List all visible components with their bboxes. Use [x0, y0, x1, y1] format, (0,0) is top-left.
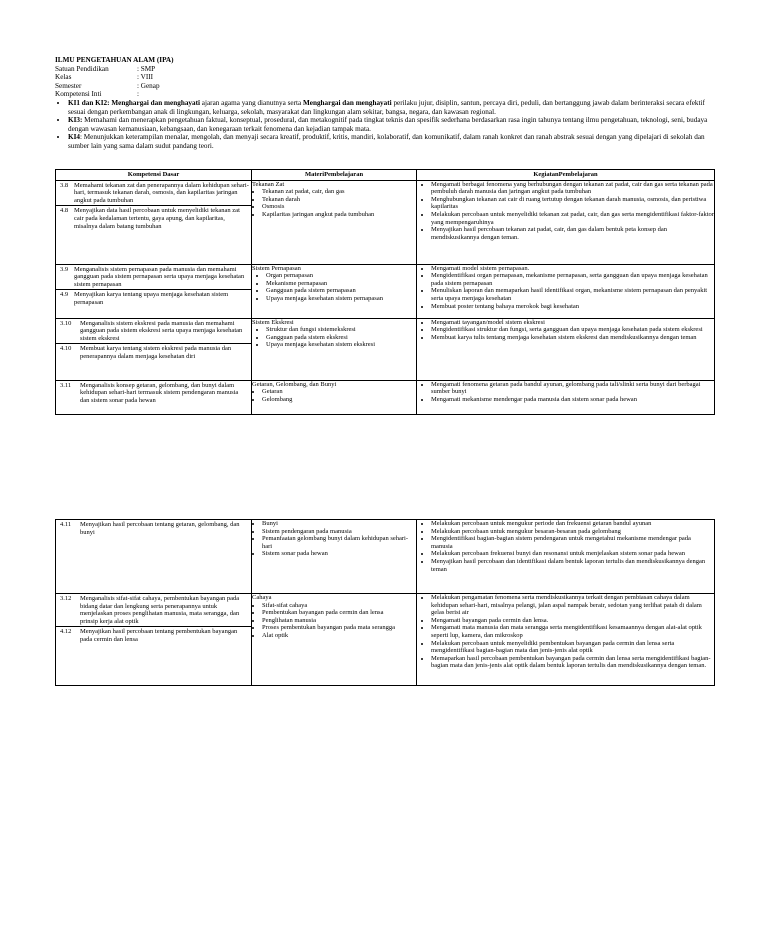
table-row [56, 264, 715, 318]
kegiatan-item: • Melakukan percobaan untuk menyelidiki tekanan zat padat, cair, dan gas serta mengidentifikasi faktor-faktor yang mempengaruhinya [431, 211, 714, 226]
kd-item [56, 520, 251, 537]
materi-title: Cahaya [252, 594, 272, 601]
materi-item: • Organ pernapasan [266, 272, 416, 280]
kd-number: 4.11 [60, 521, 72, 528]
kd-item [56, 381, 251, 406]
ki-item [68, 116, 715, 133]
ki-bold: Menghargai dan menghayati [111, 98, 200, 107]
ki-label: KI4 [68, 133, 80, 142]
materi-item: • Kapilaritas jaringan angkut pada tumbuhan [262, 211, 416, 219]
kegiatan-cell [417, 264, 715, 318]
meta-row [55, 73, 715, 82]
header-kompetensi-dasar: Kompetensi Dasar [56, 170, 252, 181]
materi-item: • Pemanfaatan gelombang bunyi dalam kehidupan sehari-hari [262, 535, 416, 550]
materi-list [252, 188, 416, 218]
kegiatan-item: • Mengamati mata manusia dan mata serangga serta mengidentifikasi kesamaannya dengan alat-alat optik seperti lup, kamera, dan mikroskop [431, 624, 714, 639]
materi-cell [252, 318, 417, 380]
kegiatan-item: • Menuliskan laporan dan memaparkan hasil identifikasi organ, mekanisme sistem pernapasan dan penyakit serta upaya menjaga kesehatan [431, 287, 714, 302]
materi-item: • Sistem pendengaran pada manusia [262, 528, 416, 536]
kd-item [56, 205, 251, 231]
kd-number: 4.10 [60, 345, 72, 353]
table-row [56, 520, 715, 594]
kegiatan-item: • Menyajikan hasil percobaan tekanan zat padat, cair, dan gas dalam bentuk peta konsep dan mendiskusikannya dengan teman. [431, 226, 714, 241]
materi-item: • Getaran [262, 388, 416, 396]
kd-text: Menganalisis konsep getaran, gelombang, dan bunyi dalam kehidupan sehari-hari termasuk sistem pendengaran manusia dan sistem sonar pada hewan [80, 381, 239, 404]
table-row [56, 380, 715, 414]
kd-cell [56, 594, 252, 686]
materi-item: • Proses pembentukan bayangan pada mata serangga [262, 624, 416, 632]
materi-item: • Sistem sonar pada hewan [262, 550, 416, 558]
materi-list [252, 520, 416, 558]
kegiatan-cell [417, 520, 715, 594]
kegiatan-cell [417, 594, 715, 686]
materi-list [252, 326, 416, 349]
kegiatan-item: • Mengamati fenomena getaran pada bandul ayunan, gelombang pada tali/slinki serta bunyi dari berbagai sumber bunyi [431, 381, 714, 396]
kd-cell [56, 264, 252, 318]
kegiatan-item: • Mengidentifikasi struktur dan fungsi, serta gangguan dan upaya menjaga kesehatan pada sistem ekskresi [431, 326, 714, 334]
meta-block [55, 65, 715, 99]
meta-key: Satuan Pendidikan [55, 64, 109, 73]
materi-item: • Upaya menjaga kesehatan sistem ekskresi [266, 341, 416, 349]
kd-item [56, 343, 251, 361]
meta-row [55, 65, 715, 74]
kd-number: 3.8 [60, 181, 69, 189]
ki-bold: Menghargai dan menghayati [302, 98, 392, 107]
table-row [56, 318, 715, 380]
kegiatan-item: • Mengamati model sistem pernapasan. [431, 265, 714, 273]
meta-value: : [137, 90, 139, 99]
kd-text: Menganalisis sistem pernapasan pada manusia dan memahami gangguan pada sistem pernapasan serta upaya menjaga kesehatan sistem pernapasan [74, 265, 245, 288]
kd-cell [56, 318, 252, 380]
kd-number: 4.8 [60, 207, 69, 215]
ki-text: perilaku jujur, disiplin, santun, percaya diri, peduli, dan bertanggung jawab dalam berinteraksi secara efektif sesuai dengan perkembangan anak di lingkungan, keluarga, sekolah, masyarakat dan lingkungan alam sekitar, bangsa, negara, dan kawasan regional. [68, 98, 705, 116]
kd-text: Menyajikan hasil percobaan tentang pembentukan bayangan pada cermin dan lensa [80, 628, 238, 643]
table-row [56, 180, 715, 264]
materi-item: • Pembentukan bayangan pada cermin dan lensa [262, 609, 416, 617]
ki-item [68, 133, 715, 150]
meta-row [55, 82, 715, 91]
kegiatan-list [417, 319, 714, 342]
kd-cell [56, 380, 252, 414]
kd-number: 3.9 [60, 265, 69, 273]
ki-label: KI3: [68, 116, 83, 125]
materi-cell [252, 264, 417, 318]
meta-key: Kompetensi Inti [55, 90, 102, 99]
kegiatan-cell [417, 380, 715, 414]
materi-item: • Osmosis [262, 203, 416, 211]
kd-number: 3.10 [60, 319, 72, 327]
kd-cell [56, 520, 252, 594]
materi-title: Sistem Pernapasan [252, 264, 301, 272]
materi-list [252, 272, 416, 302]
kd-item [56, 319, 251, 344]
table-row [56, 594, 715, 686]
materi-title: Tekanan Zat [252, 180, 285, 188]
kd-text: Menganalisis sistem ekskresi pada manusia dan memahami gangguan pada sistem ekskresi serta upaya menjaga kesehatan sistem ekskresi [80, 319, 243, 342]
kd-number: 3.12 [60, 595, 72, 602]
meta-key: Semester [55, 81, 82, 90]
kd-number: 4.12 [60, 628, 72, 636]
kegiatan-item: • Mengidentifikasi bagian-bagian sistem pendengaran untuk mengetahui mekanisme mendengar pada manusia [431, 535, 714, 550]
kd-text: Menyajikan hasil percobaan tentang getaran, gelombang, dan bunyi [80, 521, 240, 536]
materi-item: • Gangguan pada sistem ekskresi [266, 334, 416, 342]
meta-value: : SMP [137, 64, 156, 73]
meta-value: : Genap [137, 81, 160, 90]
meta-value: : VIII [137, 73, 154, 82]
header-kegiatan: KegiatanPembelajaran [417, 170, 715, 181]
kegiatan-item: • Mengidentifikasi organ pernapasan, mekanisme pernapasan, serta gangguan dan upaya menjaga kesehatan pada sistem pernapasan [431, 272, 714, 287]
materi-item: • Gelombang [262, 396, 416, 404]
document-title: ILMU PENGETAHUAN ALAM (IPA) [55, 56, 174, 64]
meta-row [55, 90, 715, 99]
kegiatan-item: • Melakukan percobaan untuk mengukur periode dan frekuensi getaran bandul ayunan [431, 520, 714, 528]
materi-cell [252, 180, 417, 264]
kd-text: Menganalisis sifat-sifat cahaya, pembentukan bayangan pada bidang datar dan lengkung serta penerapannya untuk menjelaskan proses penglihatan manusia, mata serangga, dan prinsip kerja alat optik [80, 595, 240, 625]
kegiatan-item: • Melakukan percobaan untuk menyelidiki pembentukan bayangan pada cermin dan lensa serta mengidentifikasi bagian-bagian mata dan jenis-jenis alat optik [431, 640, 714, 655]
kegiatan-list [417, 181, 714, 242]
materi-item: • Alat optik [262, 632, 416, 640]
kd-number: 4.9 [60, 291, 69, 299]
materi-item: • Struktur dan fungsi sistemekskresi [266, 326, 416, 334]
kegiatan-item: • Melakukan percobaan frekuensi bunyi dan resonansi untuk menjelaskan sistem sonar pada hewan [431, 550, 714, 558]
kompetensi-inti-list [55, 99, 715, 151]
kd-item [56, 265, 251, 290]
kegiatan-item: • Memaparkan hasil percobaan pembentukan bayangan pada cermin dan lensa serta mengidentifikasi bagian-bagian mata dan jenis-jenis alat optik dalam bentuk laporan tertulis dan mendiskusikannya dengan teman. [431, 655, 714, 670]
materi-cell [252, 520, 417, 594]
kegiatan-item: • Mengamati mekanisme mendengar pada manusia dan sistem sonar pada hewan [431, 396, 714, 404]
kegiatan-cell [417, 318, 715, 380]
kegiatan-item: • Melakukan pengamatan fenomena serta mendiskusikannya terkait dengan pembiasan cahaya dalam kehidupan sehari-hari, misalnya pelangi, jalan aspal nampak berair, sedotan yang terlihat patah di dalam gelas berisi air [431, 594, 714, 617]
materi-title: Sistem Ekskresi [252, 318, 294, 326]
materi-cell [252, 380, 417, 414]
kd-item [56, 626, 251, 644]
materi-list [252, 602, 416, 640]
kd-cell [56, 180, 252, 264]
materi-item: • Penglihatan manusia [262, 617, 416, 625]
ki-text: Memahami dan menerapkan pengetahuan faktual, konseptual, prosedural, dan metakognitif pada tingkat teknis dan spesifik sederhana berdasarkan rasa ingin tahunya tentang ilmu pengetahuan, teknologi, seni, budaya dengan wawasan kemanusiaan, kebangsaan, dan kenegaraan terkait fenomena dan kejadian tampak mata. [68, 116, 708, 133]
kegiatan-item: • Mengamati tayangan/model sistem ekskresi [431, 319, 714, 327]
kegiatan-item: • Menyajikan hasil percobaan dan identifikasi dalam bentuk laporan tertulis dan mendiskusikannya dengan teman [431, 558, 714, 573]
materi-cell [252, 594, 417, 686]
ki-text: : Menunjukkan keterampilan menalar, mengolah, dan menyaji secara kreatif, produktif, kritis, mandiri, kolaboratif, dan komunikatif, dalam ranah konkret dan ranah abstrak sesuai dengan yang dipelajari di sekolah dan sumber lain yang sama dalam sudut pandang teori. [68, 133, 705, 150]
header-materi: MateriPembelajaran [252, 170, 417, 181]
kd-item [56, 289, 251, 307]
materi-item: • Tekanan zat padat, cair, dan gas [262, 188, 416, 196]
meta-key: Kelas [55, 73, 72, 82]
materi-item: • Upaya menjaga kesehatan sistem pernapasan [266, 295, 416, 303]
materi-item: • Mekanisme pernapasan [266, 280, 416, 288]
kegiatan-item: • Membuat poster tentang bahaya merokok bagi kesehatan [431, 303, 714, 311]
materi-item: • Sifat-sifat cahaya [262, 602, 416, 610]
materi-item: • Gangguan pada sistem pernapasan [266, 287, 416, 295]
kd-text: Menyajikan data hasil percobaan untuk menyelidiki tekanan zat cair pada kedalaman tertentu, gaya apung, dan kapilaritas, misalnya dalam batang tumbuhan [74, 207, 240, 230]
kd-item [56, 594, 251, 626]
kegiatan-item: • Menghubungkan tekanan zat cair di ruang tertutup dengan tekanan darah manusia, osmosis, dan peristiwa kapilaritas [431, 196, 714, 211]
kd-text: Membuat karya tentang sistem ekskresi pada manusia dan penerapannya dalam menjaga kesehatan diri [80, 345, 232, 360]
kd-item [56, 181, 251, 206]
materi-item: • Bunyi [262, 520, 416, 528]
ki-item [68, 99, 715, 116]
document-header [55, 56, 715, 151]
kegiatan-list [417, 381, 714, 404]
kegiatan-list [417, 520, 714, 573]
materi-title: Getaran, Gelombang, dan Bunyi [252, 380, 337, 388]
kd-number: 3.11 [60, 381, 72, 389]
kd-text: Menyajikan karya tentang upaya menjaga kesehatan sistem pernapasan [74, 291, 229, 306]
materi-list [252, 388, 416, 403]
kegiatan-cell [417, 180, 715, 264]
kegiatan-list [417, 265, 714, 311]
ki-text: ajaran agama yang dianutnya serta [200, 98, 303, 107]
kegiatan-item: • Mengamati bayangan pada cermin dan lensa. [431, 617, 714, 625]
kegiatan-item: • Melakukan percobaan untuk mengukur besaran-besaran pada gelombang [431, 528, 714, 536]
materi-item: • Tekanan darah [262, 196, 416, 204]
kegiatan-item: • Membuat karya tulis tentang menjaga kesehatan sistem ekskresi dan mendiskusikannya dengan teman [431, 334, 714, 342]
table-kompetensi-2 [55, 519, 715, 686]
table-kompetensi-1 [55, 169, 715, 415]
kd-text: Memahami tekanan zat dan penerapannya dalam kehidupan sehari-hari, termasuk tekanan darah, osmosis, dan kapilaritas jaringan angkut pada tumbuhan [74, 181, 249, 204]
ki-label: KI1 dan KI2: [68, 98, 110, 107]
kegiatan-item: • Mengamati berbagai fenomena yang berhubungan dengan tekanan zat padat, cair dan gas serta tekanan pada pembuluh darah manusia dan jaringan angkut pada tumbuhan [431, 181, 714, 196]
kegiatan-list [417, 594, 714, 670]
